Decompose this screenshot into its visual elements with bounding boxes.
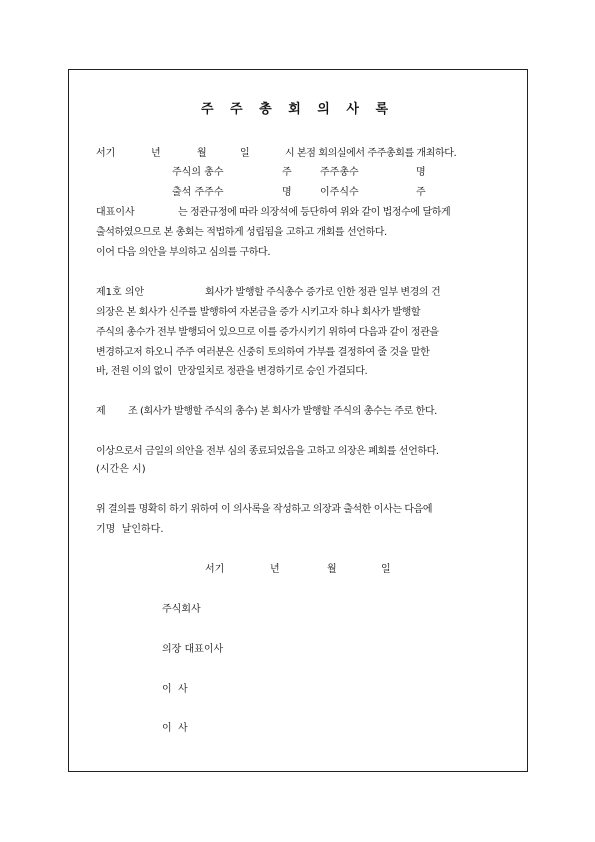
agenda-body-line: 변경하고저 하오니 주주 여러분은 신중히 토의하여 가부를 결정하여 줄 것을 말한 — [96, 347, 430, 358]
agenda-intro-text: 이어 다음 의안을 부의하고 심의를 구하다. — [96, 247, 271, 258]
attending-shares-unit: 주 — [416, 187, 426, 198]
intro-opening-text: 시 본점 회의실에서 주주총회를 개최하다. — [285, 148, 457, 159]
intro-year-label: 년 — [151, 148, 161, 159]
attending-shareholders-label: 출석 주주수 — [172, 187, 224, 198]
intro-day-label: 일 — [240, 148, 250, 159]
agenda-body-line: 의장은 본 회사가 신주를 발행하여 자본금을 증가 시키고자 하나 회사가 발행할 — [96, 307, 421, 318]
agenda-body-line: 주식의 총수가 전부 발행되어 있으므로 이를 증가시키기 위하여 다음과 같이 정관을 — [96, 327, 439, 338]
intro-era-label: 서기 — [96, 148, 116, 159]
quorum-text: 는 정관규정에 따라 의장석에 등단하여 위와 같이 법정수에 달하게 — [178, 207, 451, 218]
intro-month-label: 월 — [197, 148, 207, 159]
chair-ceo-label: 의장 대표이사 — [162, 644, 224, 655]
quorum-text-cont: 출석하였으므로 본 총회는 적법하게 성립됨을 고하고 개회를 선언하다. — [96, 227, 387, 238]
document-border — [68, 69, 528, 772]
company-name-label: 주식회사 — [162, 604, 201, 615]
closing-text: 이상으로서 금일의 의안을 전부 심의 종료되었음을 고하고 의장은 폐회를 선언하다. — [96, 446, 439, 457]
article-prefix: 제 — [96, 406, 106, 417]
article-text: 조 (회사가 발행할 주식의 총수) 본 회사가 발행할 주식의 총수는 주로 한다. — [128, 406, 437, 417]
document-title: 주 주 총 회 의 사 록 — [200, 102, 395, 117]
agenda-title: 회사가 발행할 주식총수 증가로 인한 정관 일부 변경의 건 — [205, 287, 441, 298]
date-era-label: 서기 — [205, 564, 225, 575]
agenda-body-line: 바, 전원 이의 없이 만장일치로 정관을 변경하기로 승인 가결되다. — [96, 366, 368, 377]
date-day-label: 일 — [381, 564, 391, 575]
director-label: 이 사 — [162, 684, 188, 695]
total-shareholders-label: 주주총수 — [320, 167, 359, 178]
attending-shareholders-unit: 명 — [282, 187, 292, 198]
closing-time: (시간은 시) — [96, 464, 146, 475]
ceo-label: 대표이사 — [96, 207, 135, 218]
attending-shares-label: 이주식수 — [320, 187, 359, 198]
date-month-label: 월 — [327, 564, 337, 575]
certification-text-cont: 기명 날인하다. — [96, 524, 164, 535]
total-shareholders-unit: 명 — [416, 167, 426, 178]
total-shares-label: 주식의 총수 — [172, 167, 224, 178]
director-label: 이 사 — [162, 723, 188, 734]
date-year-label: 년 — [270, 564, 280, 575]
agenda-number: 제1호 의안 — [96, 287, 145, 298]
certification-text: 위 결의를 명확히 하기 위하여 이 의사록을 작성하고 의장과 출석한 이사는 다음에 — [96, 504, 433, 515]
total-shares-unit: 주 — [282, 167, 292, 178]
